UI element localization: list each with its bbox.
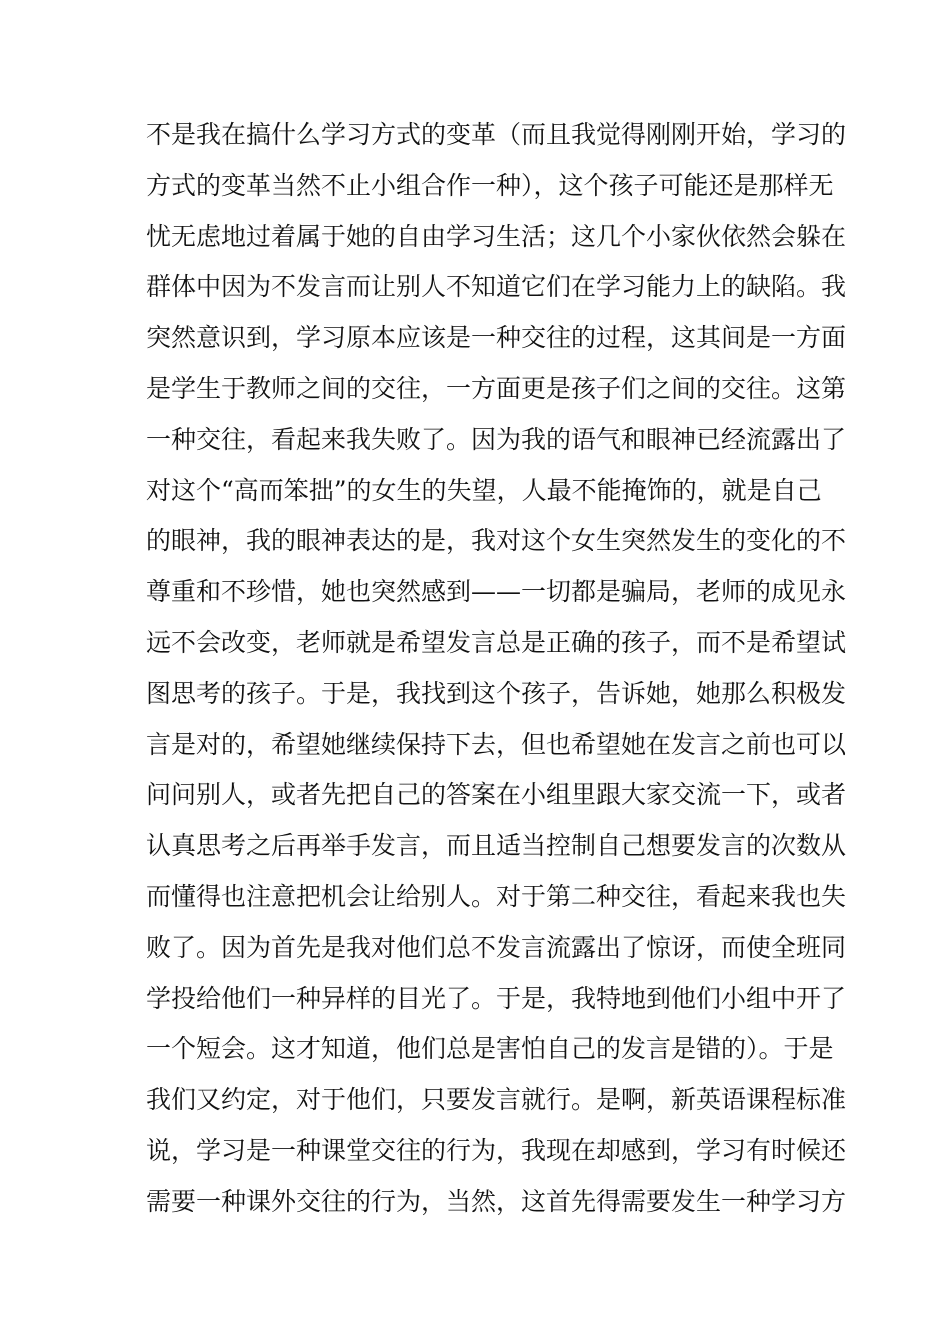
text-line: 需要一种课外交往的行为，当然，这首先得需要发生一种学习方 [146,1186,847,1216]
text-line: 而懂得也注意把机会让给别人。对于第二种交往，看起来我也失 [146,881,847,911]
text-line: 一个短会。这才知道，他们总是害怕自己的发言是错的）。于是 [146,1034,834,1064]
text-line: 学投给他们一种异样的目光了。于是，我特地到他们小组中开了 [146,983,847,1013]
text-line: 问问别人，或者先把自己的答案在小组里跟大家交流一下，或者 [146,780,847,810]
text-line: 突然意识到，学习原本应该是一种交往的过程，这其间是一方面 [146,323,847,353]
text-line: 图思考的孩子。于是，我找到这个孩子，告诉她，她那么积极发 [146,678,847,708]
text-line: 尊重和不珍惜，她也突然感到——一切都是骗局，老师的成见永 [146,577,847,607]
text-line: 说，学习是一种课堂交往的行为，我现在却感到，学习有时候还 [146,1135,847,1165]
text-line: 认真思考之后再举手发言，而且适当控制自己想要发言的次数从 [146,831,847,861]
text-line: 不是我在搞什么学习方式的变革（而且我觉得刚刚开始，学习的 [146,120,847,149]
text-line: 方式的变革当然不止小组合作一种），这个孩子可能还是那样无 [146,170,834,200]
text-line: 群体中因为不发言而让别人不知道它们在学习能力上的缺陷。我 [146,272,847,302]
text-line: 的眼神，我的眼神表达的是，我对这个女生突然发生的变化的不 [146,526,847,556]
text-line: 是学生于教师之间的交往，一方面更是孩子们之间的交往。这第 [146,373,847,403]
text-line: 言是对的，希望她继续保持下去，但也希望她在发言之前也可以 [146,729,847,759]
text-line: 我们又约定，对于他们，只要发言就行。是啊，新英语课程标准 [146,1085,847,1115]
text-line: 败了。因为首先是我对他们总不发言流露出了惊讶，而使全班同 [146,932,847,962]
body-text [146,110,847,1228]
text-line: 对这个“高而笨拙”的女生的失望，人最不能掩饰的，就是自己 [146,475,822,505]
text-line: 一种交往，看起来我失败了。因为我的语气和眼神已经流露出了 [146,424,847,454]
text-line: 忧无虑地过着属于她的自由学习生活；这几个小家伙依然会躲在 [146,221,847,251]
text-line: 远不会改变，老师就是希望发言总是正确的孩子，而不是希望试 [146,627,847,657]
